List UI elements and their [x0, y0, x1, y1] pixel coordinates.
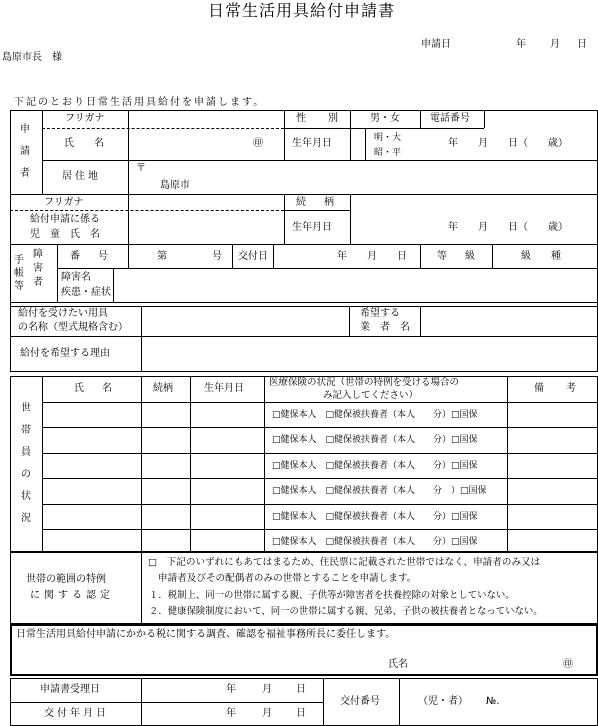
issued-day: 日 [296, 708, 306, 719]
gender-label: 性 別 [296, 113, 344, 124]
consent-text: 日常生活用具給付申請にかかる税に関する調査、確認を福祉事務所長に委任します。 [16, 629, 396, 640]
header-year: 年 [516, 39, 526, 50]
application-date-label: 申請日 [421, 39, 451, 50]
household-dob-header: 生年月日 [204, 383, 244, 394]
applicant-section-1: 申 [20, 124, 30, 135]
special-line-1: □ 下記のいずれにもあてはまるため、住民票に記載された世帯ではなく、申請者のみ又は [148, 557, 541, 568]
issue-number-label: 交付番号 [340, 696, 380, 707]
insurance-row-6: □健保本人 □健保被扶養者（本人 分）□国保 [272, 537, 478, 547]
issue-date: 年 月 日 [337, 251, 407, 262]
child-dob-label: 生年月日 [292, 222, 332, 233]
handbook-label-2: 帳 [14, 268, 24, 279]
header-month: 月 [550, 39, 560, 50]
issue-date-label: 交付日 [238, 251, 268, 262]
insurance-row-5: □健保本人 □健保被扶養者（本人 分）□国保 [272, 512, 478, 522]
consent-seal-mark: ㊞ [563, 659, 573, 670]
issued-year: 年 [226, 708, 236, 719]
household-section-6: 況 [21, 513, 31, 524]
child-furigana-label: フリガナ [44, 197, 84, 208]
special-line-2: 申請者及びその配偶者のみの世帯とすることを申請します。 [158, 573, 417, 584]
equipment-name-label-1: 給付を受けたい用具 [18, 308, 108, 319]
household-name-header: 氏 名 [74, 383, 116, 394]
insurance-header-1: 医療保険の状況（世帯の特例を受ける場合の [269, 377, 460, 388]
consent-name-label: 氏名 [388, 659, 408, 670]
issued-month: 月 [262, 708, 272, 719]
household-relation-header: 続柄 [153, 383, 173, 394]
special-item-1: １．税制上、同一の世帯に属する親、子供等が障害者を扶養控除の対象としていない。 [149, 590, 515, 601]
household-section-5: 状 [21, 491, 31, 502]
handbook-label-1: 手 [14, 255, 24, 266]
insurance-header-2: み記入してください） [323, 390, 419, 401]
child-name-label-1: 給付申請に係る [30, 214, 100, 225]
reason-label: 給付を希望する理由 [20, 348, 110, 359]
applicant-section-3: 者 [20, 168, 30, 179]
disease-symptom-label: 疾患・症状 [61, 287, 111, 298]
handbook-dai: 第 [157, 251, 167, 262]
insurance-row-4: □健保本人 □健保被扶養者（本人 分 ）□国保 [272, 486, 487, 496]
applicant-dob-label: 生年月日 [292, 138, 332, 149]
received-date-label: 申請書受理日 [40, 684, 100, 695]
handbook-label-6: 者 [33, 277, 43, 288]
applicant-section-2: 請 [20, 146, 30, 157]
page-title: 日常生活用具給付申請書 [208, 1, 396, 20]
number-mark: №. [486, 696, 500, 707]
child-relation-label: 続 柄 [296, 197, 338, 208]
child-date-age: 年 月 日（ 歳） [448, 222, 568, 233]
household-section-4: の [21, 469, 31, 480]
received-day: 日 [296, 684, 306, 695]
applicant-date-age: 年 月 日（ 歳） [448, 138, 568, 149]
intro-text: 下記のとおり日常生活用具給付を申請します。 [14, 97, 266, 108]
era-line-1: 明・大 [374, 133, 402, 143]
address-label: 居住地 [62, 171, 101, 182]
issued-date-label: 交付年月日 [44, 708, 109, 719]
handbook-number-label: 番 号 [70, 251, 112, 262]
household-section-2: 帯 [21, 425, 31, 436]
phone-label: 電話番号 [430, 113, 470, 124]
remarks-header: 備 考 [534, 383, 582, 394]
child-name-label-2: 児 童 氏 名 [30, 229, 100, 240]
grade-label: 等 級 [437, 251, 479, 262]
handbook-label-5: 害 [33, 263, 43, 274]
insurance-row-2: □健保本人 □健保被扶養者（本人 分）□国保 [272, 435, 478, 445]
special-item-2: ２．健康保険制度において、同一の世帯に属する親、兄弟、子供の被扶養者となっていない。 [149, 606, 543, 617]
handbook-label-4: 障 [33, 249, 43, 260]
special-label-1: 世帯の範囲の特例 [26, 574, 106, 585]
disability-name-label: 障害名 [61, 272, 91, 283]
kyu-type-label: 級 種 [521, 251, 561, 262]
applicant-city: 島原市 [160, 180, 190, 191]
household-section-3: 員 [21, 447, 31, 458]
gender-value: 男・女 [370, 113, 400, 124]
received-year: 年 [226, 684, 236, 695]
era-line-2: 昭・平 [374, 148, 402, 158]
received-month: 月 [262, 684, 272, 695]
child-adult-mark: （児・者） [418, 696, 468, 707]
vendor-label-2: 業 者 名 [360, 322, 410, 333]
insurance-row-3: □健保本人 □健保被扶養者（本人 分）□国保 [272, 461, 478, 471]
handbook-go: 号 [212, 251, 222, 262]
applicant-furigana-label: フリガナ [65, 113, 105, 124]
postal-mark: 〒 [136, 163, 146, 174]
household-section-1: 世 [21, 403, 31, 414]
special-label-2: に関する認定 [30, 590, 114, 601]
equipment-name-label-2: の名称（型式規格含む） [18, 322, 128, 333]
insurance-row-1: □健保本人 □健保被扶養者（本人 分）□国保 [272, 410, 478, 420]
applicant-name-label: 氏 名 [64, 138, 104, 149]
header-day: 日 [577, 39, 587, 50]
handbook-label-3: 等 [14, 281, 24, 292]
vendor-label-1: 希望する [360, 308, 400, 319]
applicant-seal-mark: ㊞ [253, 138, 263, 149]
addressee: 島原市長 様 [2, 52, 62, 63]
